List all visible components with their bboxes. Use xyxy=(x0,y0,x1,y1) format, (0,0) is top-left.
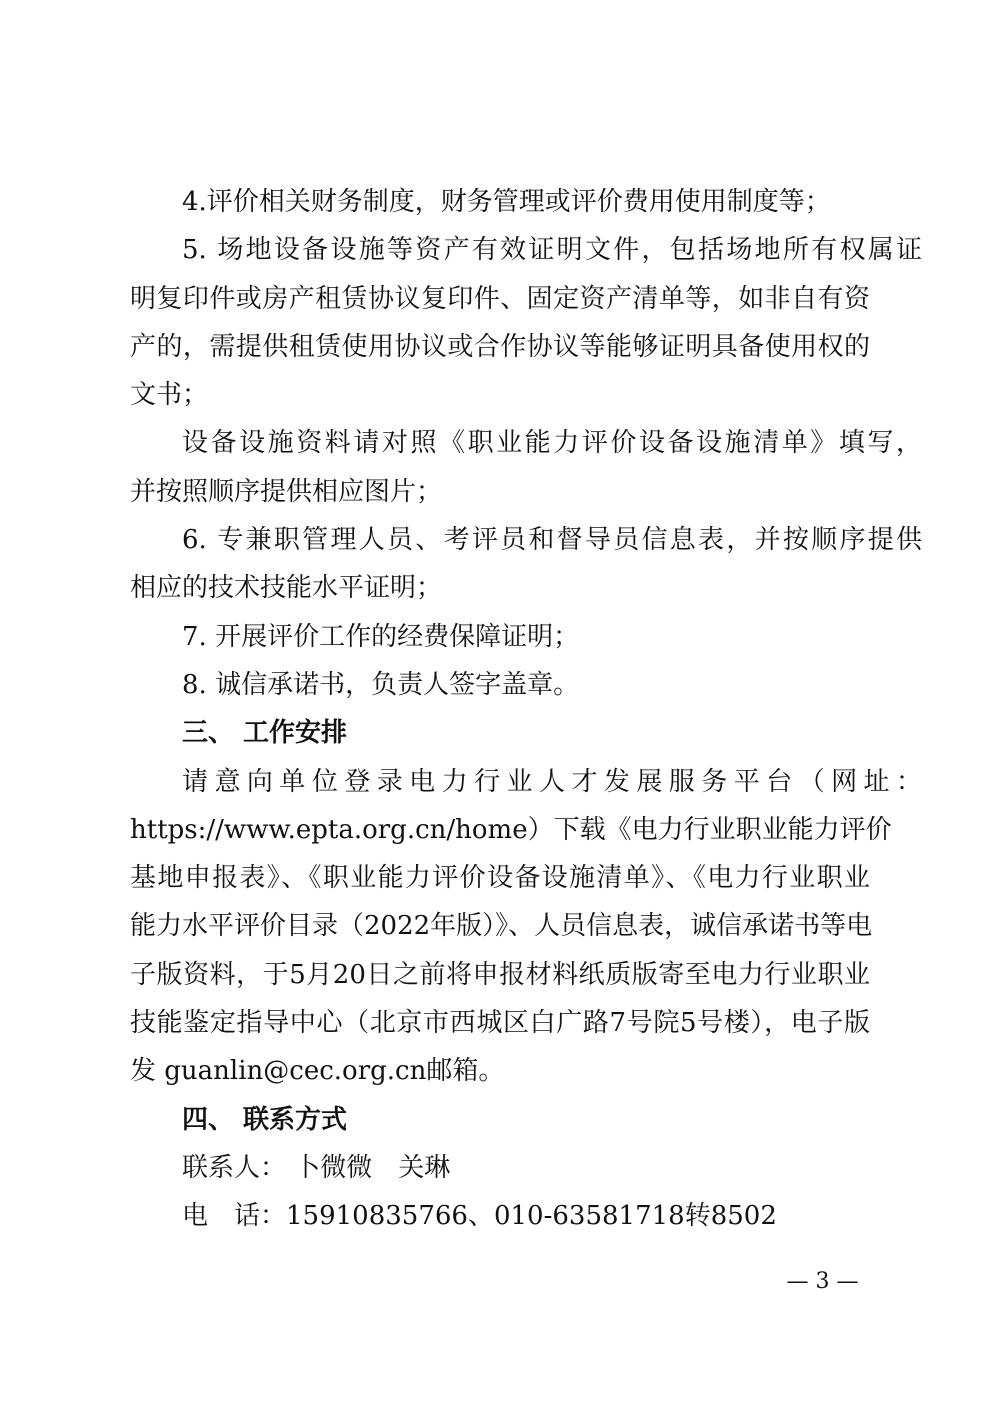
section-3-heading: 三、 工作安排 xyxy=(182,718,348,749)
section-3-line-5: 子版资料，于5月20日之前将申报材料纸质版寄至电力行业职业 xyxy=(130,959,870,990)
document-body xyxy=(130,178,922,1241)
section-3-line-7: 发 guanlin@cec.org.cn邮箱。 xyxy=(130,1056,505,1087)
item-5-line-2: 明复印件或房产租赁协议复印件、固定资产清单等，如非自有资 xyxy=(130,283,870,314)
page-number: — 3 — xyxy=(786,1269,859,1294)
item-7-funding: 7. 开展评价工作的经费保障证明； xyxy=(182,621,580,652)
item-6-line-1: 6. 专兼职管理人员、考评员和督导员信息表，并按顺序提供 xyxy=(182,525,922,556)
section-3-line-2: https://www.epta.org.cn/home）下载《电力行业职业能力评价 xyxy=(130,814,892,845)
item-5-line-4: 文书； xyxy=(130,380,209,411)
item-6-line-2: 相应的技术技能水平证明； xyxy=(130,573,443,604)
item-8-integrity: 8. 诚信承诺书，负责人签字盖章。 xyxy=(182,669,580,700)
section-3-line-6: 技能鉴定指导中心（北京市西城区白广路7号院5号楼），电子版 xyxy=(130,1008,870,1039)
section-3-line-3: 基地申报表》、《职业能力评价设备设施清单》、《电力行业职业 xyxy=(130,863,870,894)
section-4-heading: 四、 联系方式 xyxy=(182,1104,348,1135)
section-3-line-4: 能力水平评价目录（2022年版）》、人员信息表，诚信承诺书等电 xyxy=(130,911,873,942)
equipment-note-line-1: 设备设施资料请对照《职业能力评价设备设施清单》填写， xyxy=(182,428,922,459)
item-5-line-3: 产的，需提供租赁使用协议或合作协议等能够证明具备使用权的 xyxy=(130,331,870,362)
contact-person: 联系人： 卜微微 关琳 xyxy=(182,1152,451,1183)
item-4-finance: 4.评价相关财务制度，财务管理或评价费用使用制度等； xyxy=(182,187,831,217)
equipment-note-line-2: 并按照顺序提供相应图片； xyxy=(130,476,443,507)
contact-phone: 电 话：15910835766、010-63581718转8502 xyxy=(182,1201,777,1232)
section-3-line-1: 请意向单位登录电力行业人才发展服务平台（网址： xyxy=(182,766,922,797)
item-5-line-1: 5. 场地设备设施等资产有效证明文件，包括场地所有权属证 xyxy=(182,235,922,266)
